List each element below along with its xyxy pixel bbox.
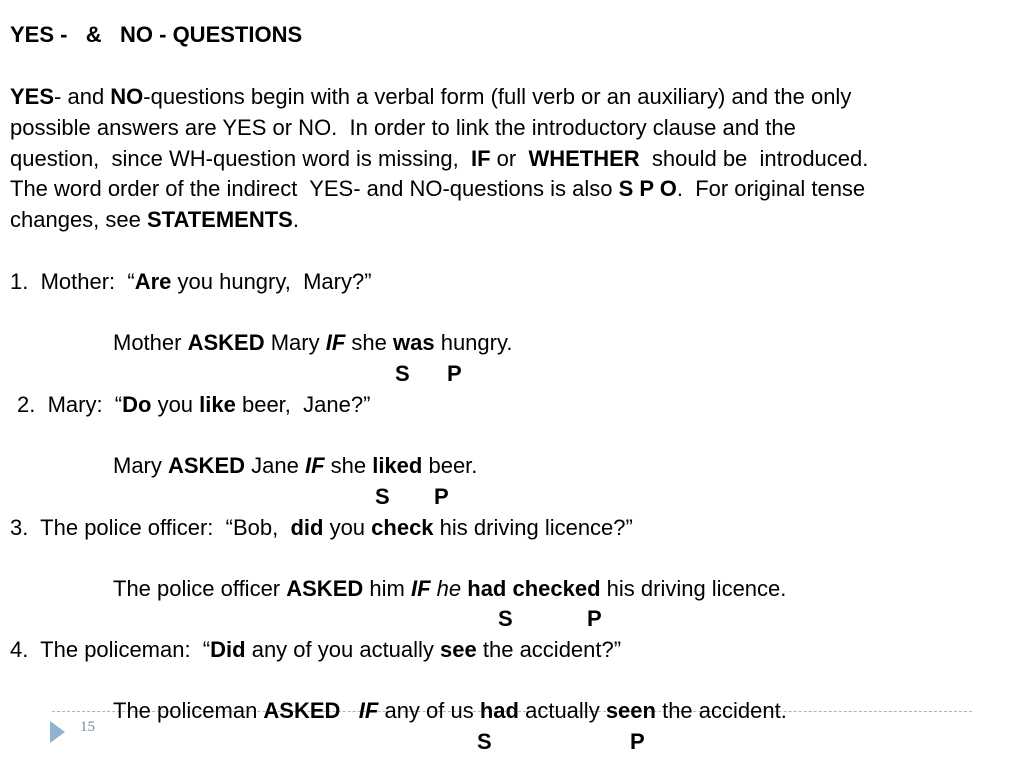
verb: was xyxy=(393,330,435,355)
intro-text: - and xyxy=(54,84,111,109)
text xyxy=(340,698,358,723)
text: the accident. xyxy=(655,698,787,723)
spo-term: S P O xyxy=(618,176,677,201)
intro-text: The word order of the indirect YES- and NO-questions is also xyxy=(10,176,619,201)
intro-text: or xyxy=(490,146,529,171)
text: beer, Jane?” xyxy=(235,392,371,417)
example-4-s-marker: S xyxy=(477,729,492,754)
statements-term: STATEMENTS xyxy=(146,207,293,232)
intro-text: . xyxy=(292,207,299,232)
verb: liked xyxy=(372,453,423,478)
page-title xyxy=(10,23,302,47)
asked-term: ASKED xyxy=(263,698,341,723)
example-2-s-marker: S xyxy=(375,484,390,509)
verb: see xyxy=(440,637,477,662)
text: The police officer xyxy=(113,576,287,601)
verb: had checked xyxy=(467,576,601,601)
if-term: IF xyxy=(470,146,491,171)
example-4-p-marker: P xyxy=(630,729,645,754)
verb: Did xyxy=(210,637,246,662)
example-4-answer xyxy=(113,699,787,723)
text: you xyxy=(323,515,372,540)
intro-text: question, since WH-question word is missing, xyxy=(10,146,471,171)
text: Mary xyxy=(113,453,168,478)
text: The policeman xyxy=(113,698,264,723)
example-3-answer xyxy=(113,577,786,601)
verb: check xyxy=(371,515,434,540)
verb: like xyxy=(199,392,236,417)
text: any of you actually xyxy=(245,637,441,662)
intro-line-1 xyxy=(10,85,851,109)
text: 3. The police officer: “Bob, xyxy=(10,515,291,540)
example-1-s-marker: S xyxy=(395,361,410,386)
text: 4. The policeman: “ xyxy=(10,637,211,662)
example-3-p-marker: P xyxy=(587,606,602,631)
example-2-p-marker: P xyxy=(434,484,449,509)
example-3-s-marker: S xyxy=(498,606,513,631)
text: she xyxy=(324,453,373,478)
intro-text: should be introduced. xyxy=(639,146,869,171)
text: she xyxy=(345,330,393,355)
page-number: 15 xyxy=(80,719,95,735)
verb: had xyxy=(479,698,519,723)
text: Mary xyxy=(264,330,326,355)
text: Mother xyxy=(113,330,188,355)
pronoun: he xyxy=(436,576,462,601)
no-term: NO xyxy=(110,84,144,109)
example-1-question xyxy=(10,270,372,294)
text: beer. xyxy=(422,453,478,478)
if-term: IF xyxy=(304,453,325,478)
example-1-answer xyxy=(113,331,512,355)
text: actually xyxy=(518,698,606,723)
if-term: IF xyxy=(325,330,346,355)
intro-line-5 xyxy=(10,208,299,232)
verb: did xyxy=(290,515,324,540)
text: 1. Mother: “ xyxy=(10,269,135,294)
text: Jane xyxy=(245,453,305,478)
example-4-question xyxy=(10,638,621,662)
text: his driving licence?” xyxy=(433,515,633,540)
whether-term: WHETHER xyxy=(528,146,640,171)
text: the accident?” xyxy=(476,637,622,662)
intro-text: -questions begin with a verbal form (full verb or an auxiliary) and the only xyxy=(143,84,852,109)
intro-line-4 xyxy=(10,177,865,201)
example-3-question xyxy=(10,516,633,540)
title-text: YES - & NO - QUESTIONS xyxy=(10,22,303,47)
asked-term: ASKED xyxy=(187,330,265,355)
verb: Are xyxy=(134,269,172,294)
asked-term: ASKED xyxy=(286,576,364,601)
verb: Do xyxy=(122,392,152,417)
verb: seen xyxy=(605,698,656,723)
play-arrow-icon xyxy=(50,721,65,743)
text: you hungry, Mary?” xyxy=(171,269,372,294)
yes-term: YES xyxy=(10,84,55,109)
text: you xyxy=(151,392,200,417)
if-term: IF xyxy=(410,576,431,601)
example-1-p-marker: P xyxy=(447,361,462,386)
text: hungry. xyxy=(434,330,513,355)
intro-line-2 xyxy=(10,116,796,140)
text: him xyxy=(363,576,411,601)
text: his driving licence. xyxy=(600,576,787,601)
example-2-question xyxy=(17,393,370,417)
intro-text: changes, see xyxy=(10,207,147,232)
text: any of us xyxy=(378,698,480,723)
text: 2. Mary: “ xyxy=(17,392,123,417)
intro-text: . For original tense xyxy=(676,176,866,201)
if-term: IF xyxy=(358,698,379,723)
intro-text: possible answers are YES or NO. In order to link the introductory clause and the xyxy=(10,115,796,140)
example-2-answer xyxy=(113,454,477,478)
intro-line-3 xyxy=(10,147,868,171)
asked-term: ASKED xyxy=(168,453,246,478)
